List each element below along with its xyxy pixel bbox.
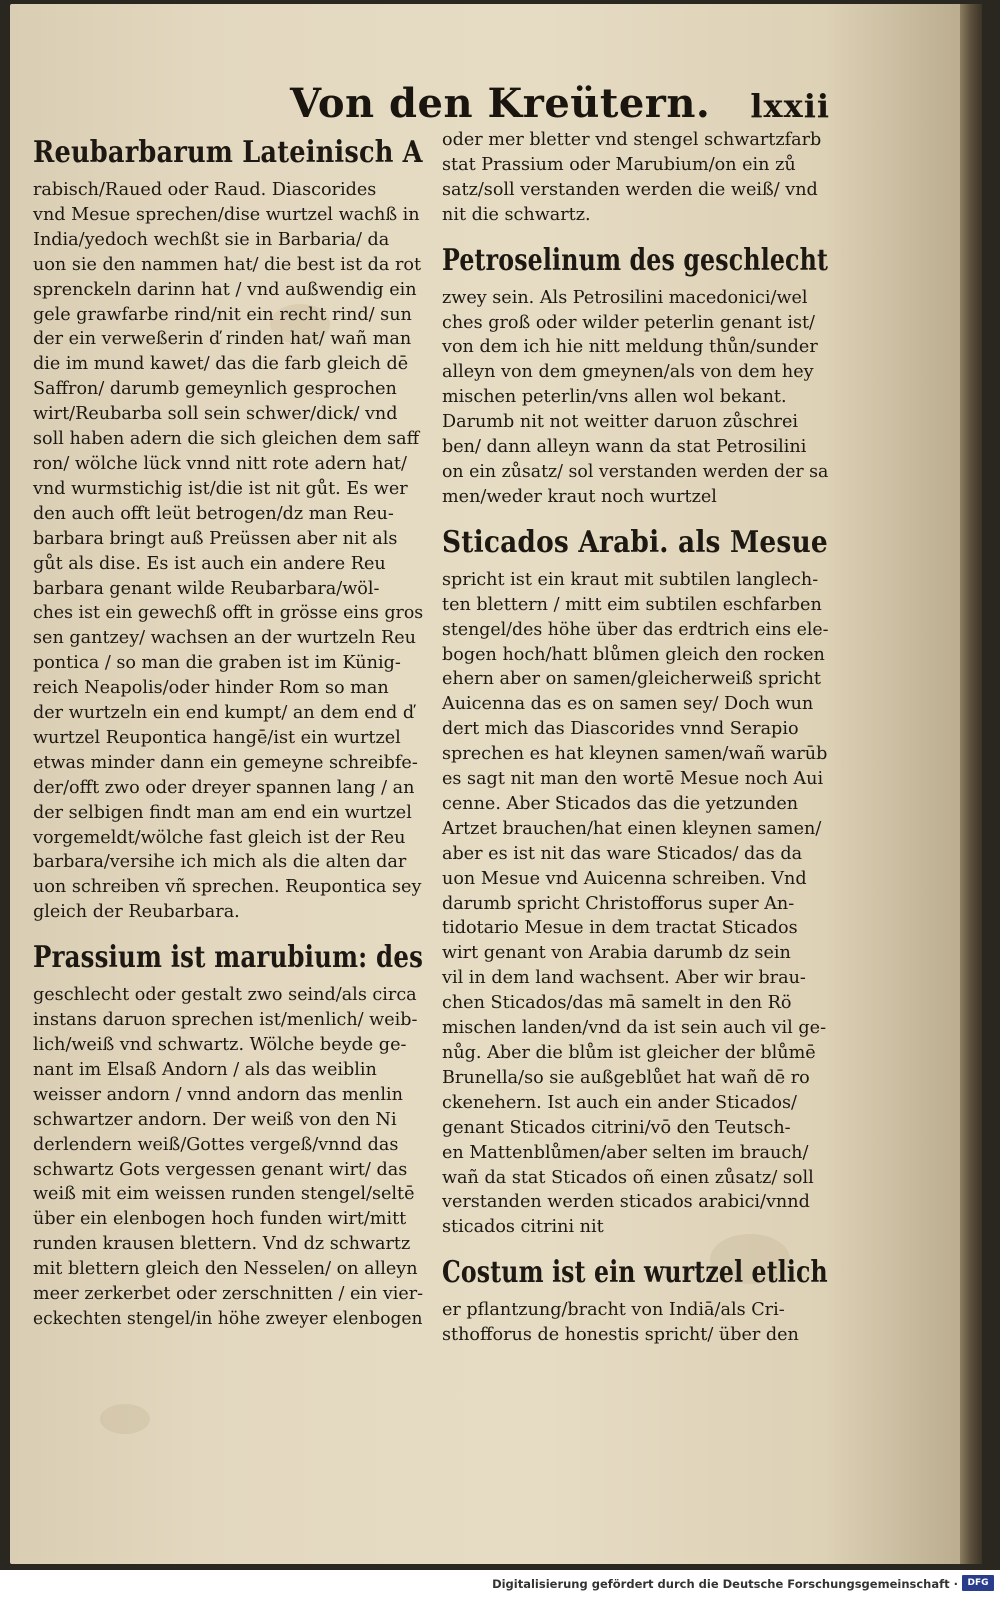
text-line: wañ da stat Sticados oñ einen zůsatz/ soll (442, 1167, 814, 1188)
text-line: uon schreiben vñ sprechen. Reupontica sey (33, 877, 422, 898)
right-column (442, 128, 828, 1348)
folio-number: lxxii (750, 87, 830, 125)
text-line: zwey sein. Als Petrosilini macedonici/wel (442, 287, 808, 308)
text-line: den auch offt leüt betrogen/dz man Reu- (33, 503, 394, 524)
text-line: meer zerkerbet oder zerschnitten / ein vier- (33, 1284, 424, 1305)
text-line: ehern aber on samen/gleicherweiß spricht (442, 669, 822, 690)
text-line: mischen peterlin/vns allen wol bekant. (442, 387, 787, 408)
text-line: mischen landen/vnd da ist sein auch vil ge- (442, 1018, 827, 1039)
text-line: uon Mesue vnd Auicenna schreiben. Vnd (442, 868, 807, 889)
lemma-heading: Costum ist ein wurtzel etlich (442, 1255, 828, 1291)
text-line: on ein zůsatz/ sol verstanden werden der sa (442, 461, 829, 482)
text-line: von dem ich hie nitt meldung thůn/sunder (442, 337, 818, 358)
text-line: wurtzel Reupontica hangē/ist ein wurtzel (33, 727, 401, 748)
text-line: Brunella/so sie außgeblůet hat wañ dē ro (442, 1067, 810, 1088)
text-section (442, 228, 828, 510)
text-line: sticados citrini nit (442, 1217, 604, 1238)
text-line: spricht ist ein kraut mit subtilen langlech- (442, 569, 819, 590)
text-line: soll haben adern die sich gleichen dem saff (33, 429, 420, 450)
text-line: uon sie den nammen hat/ die best ist da rot (33, 254, 422, 275)
text-line: instans daruon sprechen ist/menlich/ weib- (33, 1010, 418, 1031)
text-line: vnd wurmstichig ist/die ist nit gůt. Es wer (33, 478, 408, 499)
text-line: sprenckeln darinn hat / vnd außwendig ein (33, 279, 417, 300)
text-line: nit die schwartz. (442, 204, 591, 225)
text-line: mit blettern gleich den Nesselen/ on alleyn (33, 1259, 418, 1280)
text-line: lich/weiß vnd schwartz. Wölche beyde ge- (33, 1035, 407, 1055)
text-section (33, 925, 423, 1332)
text-line: Darumb nit not weitter daruon zůschrei (442, 412, 799, 433)
running-head (290, 80, 830, 127)
text-section (442, 1240, 828, 1348)
text-line: rabisch/Raued oder Raud. Diascorides (33, 180, 377, 200)
text-line: dert mich das Diascorides vnnd Serapio (442, 719, 799, 740)
text-line: eckechten stengel/in höhe zweyer elenbogen (33, 1308, 423, 1329)
text-line: bogen hoch/hatt blůmen gleich den rocken (442, 644, 825, 665)
text-line: sprechen es hat kleynen samen/wañ warūb (442, 744, 828, 765)
text-section (442, 510, 828, 1240)
text-line: derlendern weiß/Gottes vergeß/vnnd das (33, 1134, 399, 1155)
text-line: India/yedoch wechßt sie in Barbaria/ da (33, 229, 390, 250)
text-line: chen Sticados/das mā samelt in den Rö (442, 993, 792, 1014)
text-line: weisser andorn / vnnd andorn das menlin (33, 1084, 403, 1105)
text-line: er pflantzung/bracht von Indiā/als Cri- (442, 1300, 785, 1321)
text-line: vil in dem land wachsent. Aber wir brau- (442, 968, 806, 989)
text-line: darumb spricht Christofforus super An- (442, 893, 795, 914)
text-line: der wurtzeln ein end kumpt/ an dem end ď (33, 703, 415, 724)
text-line: verstanden werden sticados arabici/vnnd (442, 1192, 810, 1213)
text-line: schwartz Gots vergessen genant wirt/ das (33, 1159, 408, 1180)
text-line: schwartzer andorn. Der weiß von den Ni (33, 1109, 397, 1130)
text-line: ches groß oder wilder peterlin genant ist/ (442, 312, 815, 333)
text-line: ten blettern / mitt eim subtilen eschfarben (442, 594, 822, 615)
text-line: reich Neapolis/oder hinder Rom so man (33, 678, 389, 699)
text-line: vorgemeldt/wölche fast gleich ist der Reu (33, 827, 406, 848)
lemma-heading: Prassium ist marubium: des (33, 940, 424, 976)
text-line: es sagt nit man den wortē Mesue noch Aui (442, 769, 824, 790)
text-line: vnd Mesue sprechen/dise wurtzel wachß in (33, 204, 420, 225)
lemma-heading: Petroselinum des geschlecht (442, 242, 829, 278)
text-line: Artzet brauchen/hat einen kleynen samen/ (442, 818, 822, 839)
text-line: gůt als dise. Es ist auch ein andere Reu (33, 553, 386, 574)
text-line: alleyn von dem gmeynen/als von dem hey (442, 362, 814, 383)
text-line: der selbigen findt man am end ein wurtzel (33, 802, 412, 823)
digitization-credit: Digitalisierung gefördert durch die Deutsche Forschungsgemeinschaft · (492, 1577, 958, 1591)
text-line: etwas minder dann ein gemeyne schreibfe- (33, 752, 418, 773)
lemma-heading: Reubarbarum Lateinisch A (33, 135, 423, 170)
text-line: genant Sticados citrini/vō den Teutsch- (442, 1117, 791, 1138)
text-section (33, 128, 423, 925)
lemma-heading: Sticados Arabi. als Mesue (442, 524, 828, 560)
text-line: aber es ist nit das ware Sticados/ das da (442, 843, 803, 864)
text-line: ron/ wölche lück vnnd nitt rote adern hat/ (33, 453, 407, 474)
text-line: stengel/des höhe über das erdtrich eins ele- (442, 619, 829, 640)
text-line: sthofforus de honestis spricht/ über den (442, 1325, 799, 1346)
text-line: gleich der Reubarbara. (33, 902, 240, 923)
text-line: men/weder kraut noch wurtzel (442, 486, 717, 507)
text-line: der/offt zwo oder dreyer spannen lang / an (33, 777, 415, 798)
dfg-logo: DFG (962, 1575, 994, 1591)
text-section (442, 128, 828, 228)
text-line: barbara genant wilde Reubarbara/wöl- (33, 578, 380, 599)
text-line: satz/soll verstanden werden die weiß/ vnd (442, 179, 818, 200)
text-line: weiß mit eim weissen runden stengel/seltē (33, 1184, 415, 1205)
text-line: ckenehern. Ist auch ein ander Sticados/ (442, 1092, 797, 1113)
text-line: nant im Elsaß Andorn / als das weiblin (33, 1059, 377, 1080)
text-line: oder mer bletter vnd stengel schwartzfarb (442, 130, 822, 150)
text-line: ches ist ein gewechß offt in grösse eins gros (33, 603, 424, 624)
text-line: cenne. Aber Sticados das die yetzunden (442, 793, 799, 814)
text-line: en Mattenblůmen/aber selten im brauch/ (442, 1142, 809, 1163)
text-line: tidotario Mesue in dem tractat Sticados (442, 918, 798, 939)
text-line: der ein verweßerin ď rinden hat/ wañ man (33, 329, 412, 350)
page-title: Von den Kreütern. (290, 80, 711, 127)
text-line: sen gantzey/ wachsen an der wurtzeln Reu (33, 628, 416, 649)
text-line: geschlecht oder gestalt zwo seind/als circa (33, 985, 417, 1006)
text-line: stat Prassium oder Marubium/on ein zů (442, 154, 796, 175)
footer-bar (0, 1570, 1000, 1599)
text-line: über ein elenbogen hoch funden wirt/mitt (33, 1209, 407, 1230)
left-column (33, 128, 423, 1332)
text-line: Saffron/ darumb gemeynlich gesprochen (33, 379, 397, 400)
text-line: Auicenna das es on samen sey/ Doch wun (442, 694, 814, 715)
text-line: die im mund kawet/ das die farb gleich dē (33, 354, 409, 375)
text-line: ben/ dann alleyn wann da stat Petrosilini (442, 437, 807, 458)
text-line: pontica / so man die graben ist im Künig- (33, 653, 401, 674)
text-line: runden krausen blettern. Vnd dz schwartz (33, 1234, 411, 1255)
text-line: wirt genant von Arabia darumb dz sein (442, 943, 791, 964)
text-line: barbara/versihe ich mich als die alten dar (33, 852, 407, 873)
text-line: gele grawfarbe rind/nit ein recht rind/ sun (33, 304, 412, 325)
page-edge (960, 4, 982, 1564)
text-line: nůg. Aber die blům ist gleicher der blůmē (442, 1043, 816, 1063)
text-line: wirt/Reubarba soll sein schwer/dick/ vnd (33, 404, 398, 425)
text-line: barbara bringt auß Preüssen aber nit als (33, 528, 398, 549)
